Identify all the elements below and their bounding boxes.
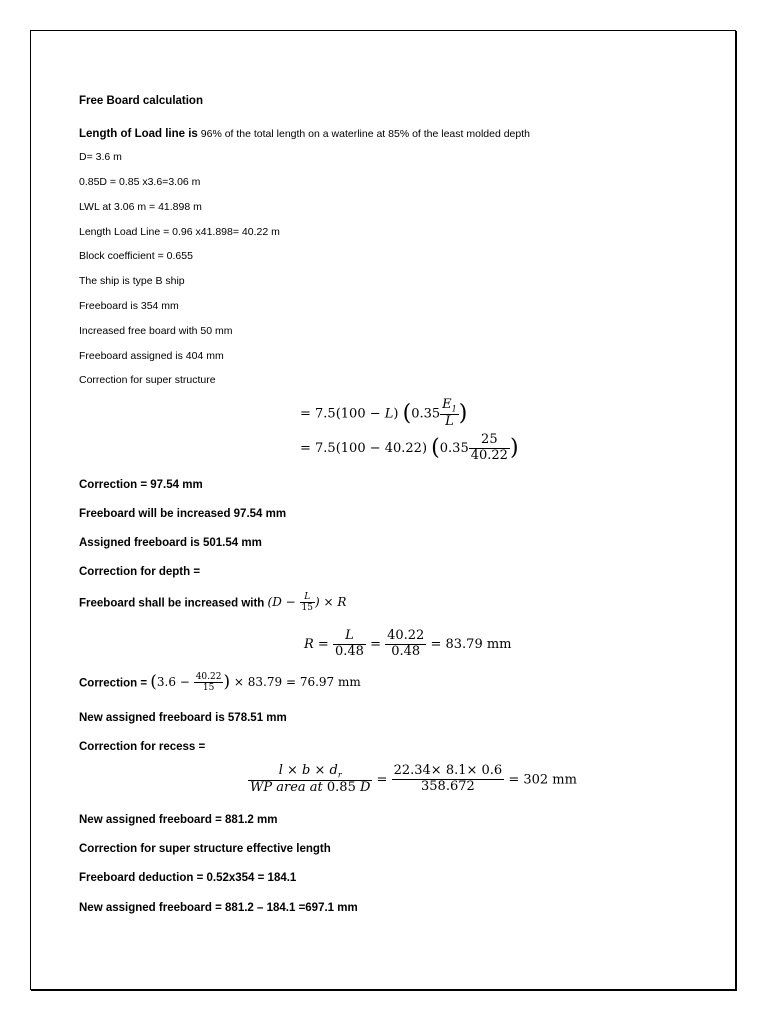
load-line-definition (79, 124, 530, 142)
recess-correction-heading: Correction for recess = (79, 741, 206, 753)
equation-superstructure-symbolic: = 7.5(100 − L) (0.35 $\frac{E_1}{L}$ ) (300, 397, 468, 429)
load-line-length: Length Load Line = 0.96 x41.898= 40.22 m (79, 226, 280, 238)
ship-type-line: The ship is type B ship (79, 275, 185, 287)
eq1-num: E (442, 397, 452, 412)
eq2-lead: = 7.5(100 − 40.22) (300, 440, 428, 456)
r-eq: = (370, 636, 381, 652)
eq1-coef: 0.35 (411, 406, 441, 422)
equation-superstructure-numeric: = 7.5(100 − 40.22) (0.35 $\frac{25}{40.22}$ ) (300, 432, 519, 463)
new-assigned-freeboard-3: New assigned freeboard = 881.2 – 184.1 =697.1 mm (79, 902, 358, 914)
r-den1: 0.48 (334, 643, 364, 659)
freeboard-assigned-line: Freeboard assigned is 404 mm (79, 350, 224, 362)
recess-eq: = (372, 772, 392, 788)
depth-corr-expression: (3.6 − $\frac{40.22}{15}$ ) × 83.79 = 76.97 mm (150, 672, 361, 694)
eq1-num-sub: 1 (451, 404, 457, 414)
shall-open: (D − (267, 595, 300, 610)
equation-r (304, 629, 512, 660)
eq1-lead: = 7.5(100 − (300, 406, 385, 422)
correction-result: Correction = 97.54 mm (79, 479, 203, 491)
doc-title: Free Board calculation (79, 95, 203, 107)
recess-num1-sub: r (337, 770, 342, 780)
depth-corr-den: 15 (202, 683, 215, 694)
load-line-label: Length of Load line is (79, 128, 198, 140)
depth-correction-heading: Correction for depth = (79, 566, 201, 578)
recess-den1-c: D (355, 779, 371, 795)
recess-den1-b: 0.85 (326, 779, 356, 795)
equation-recess (248, 764, 577, 796)
r-den2: 0.48 (391, 643, 421, 659)
eq1-close: ) (393, 406, 399, 422)
assigned-freeboard-1: Assigned freeboard is 501.54 mm (79, 537, 262, 549)
eq2-coef: 0.35 (439, 440, 469, 456)
shall-label: Freeboard shall be increased with (79, 597, 268, 610)
lwl-line: LWL at 3.06 m = 41.898 m (79, 201, 202, 213)
depth-corr-a: 3.6 − (156, 675, 194, 690)
load-line-text: 96% of the total length on a waterline at 85% of the least molded depth (197, 128, 530, 140)
r-num1: L (333, 629, 366, 645)
depth-line: D= 3.6 m (79, 151, 122, 163)
freeboard-increase: Freeboard will be increased 97.54 mm (79, 508, 287, 520)
depth-85-line: 0.85D = 0.85 x3.6=3.06 m (79, 176, 201, 188)
depth-corr-tail: × 83.79 = 76.97 mm (230, 675, 361, 690)
shall-expression (267, 592, 347, 614)
shall-den: 15 (301, 603, 313, 614)
eq2-num: 25 (469, 433, 510, 449)
depth-corr-label: Correction = (79, 677, 151, 690)
eq1-L: L (384, 406, 394, 422)
shall-close: ) × R (315, 595, 347, 610)
shall-num: L (300, 592, 315, 603)
superstructure-heading: Correction for super structure (79, 374, 216, 386)
new-assigned-freeboard-1: New assigned freeboard is 578.51 mm (79, 712, 287, 724)
freeboard-deduction: Freeboard deduction = 0.52x354 = 184.1 (79, 872, 297, 884)
depth-correction-result (79, 672, 361, 694)
increased-freeboard-line: Increased free board with 50 mm (79, 325, 233, 337)
recess-den2: 358.672 (421, 779, 475, 795)
block-coefficient-line: Block coefficient = 0.655 (79, 250, 193, 262)
recess-den1-a: WP area at (250, 779, 327, 795)
effective-length-heading: Correction for super structure effective length (79, 843, 331, 855)
r-label: R = (304, 636, 329, 652)
depth-corr-num: 40.22 (195, 672, 222, 682)
recess-num2: 22.34× 8.1× 0.6 (393, 763, 503, 779)
eq2-den: 40.22 (470, 447, 508, 463)
eq1-den: L (445, 413, 454, 429)
r-result: = 83.79 mm (430, 636, 512, 652)
new-assigned-freeboard-2: New assigned freeboard = 881.2 mm (79, 814, 278, 826)
freeboard-line: Freeboard is 354 mm (79, 300, 179, 312)
recess-result: = 302 mm (504, 772, 577, 788)
recess-num1: l × b × d (278, 763, 338, 778)
r-num2: 40.22 (387, 628, 425, 643)
freeboard-shall-increase (79, 592, 346, 614)
